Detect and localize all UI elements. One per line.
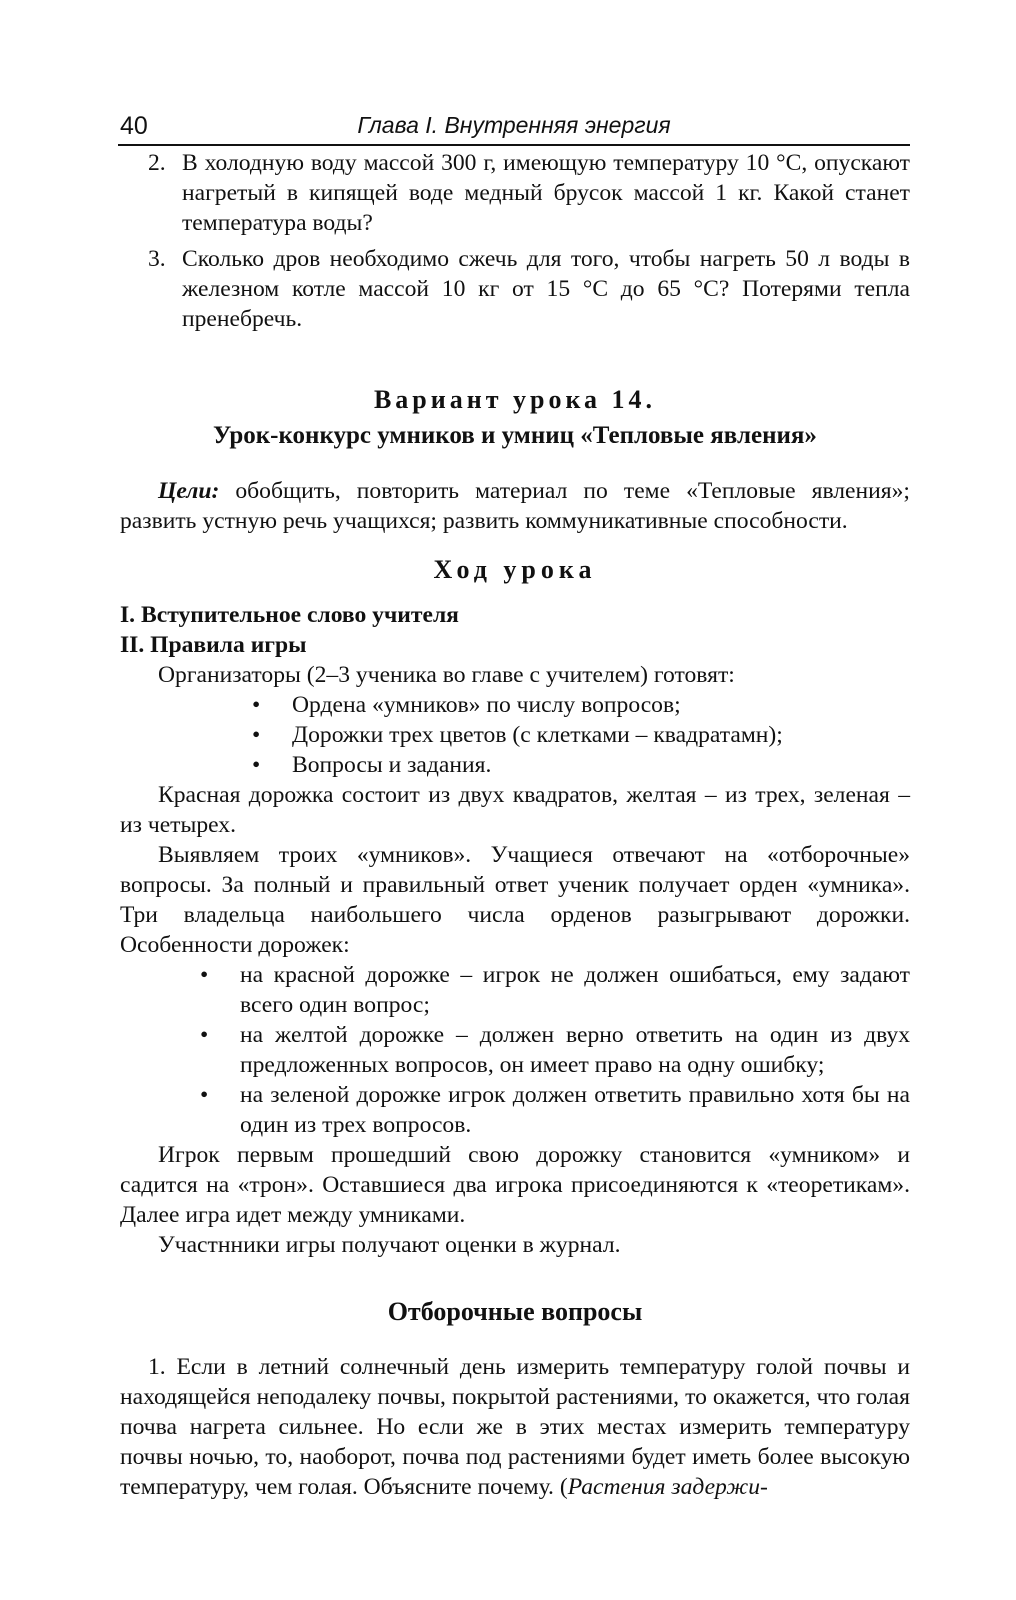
section-heading-intro: I. Вступительное слово учителя — [120, 602, 459, 628]
winner-paragraph: Игрок первым прошедший свою дорожку становится «умником» и садится на «трон». Оставшиеся два игрока присоединяются к «теоретикам». Далее игра идет между умниками. — [120, 1142, 910, 1228]
goals-text: обобщить, повторить материал по теме «Тепловые явления»; развить устную речь учащихся; развить коммуникативные способности. — [120, 478, 910, 534]
question-answer-italic: Растения задержи- — [567, 1474, 768, 1500]
list-item: • на красной дорожке – игрок не должен ошибаться, ему задают всего один вопрос; — [120, 960, 910, 1020]
question-text: 1. Если в летний солнечный день измерить температуру голой почвы и находящейся неподалеку почвы, покрытой растениями, то окажется, что голая почва нагрета сильнее. Но если же в этих местах измерить температуру почвы ночью, то, наоборот, почва под растениями будет иметь более высокую температуру, чем голая. Объясните почему. ( — [120, 1354, 910, 1500]
list-item: • Вопросы и задания. — [120, 750, 910, 780]
running-title: Глава I. Внутренняя энергия — [357, 112, 671, 138]
task-item — [120, 244, 910, 334]
grades-paragraph: Участнники игры получают оценки в журнал. — [158, 1232, 621, 1258]
task-text: Сколько дров необходимо сжечь для того, чтобы нагреть 50 л воды в железном котле массой 10 кг от 15 °С до 65 °С? Потерями тепла пренебречь. — [182, 246, 910, 332]
variant-subtitle: Урок-конкурс умников и умниц «Тепловые явления» — [213, 422, 817, 449]
task-number: 2. — [148, 150, 166, 176]
tracks-paragraph: Красная дорожка состоит из двух квадратов, желтая – из трех, зеленая – из четырех. — [120, 782, 910, 838]
goals-label: Цели: — [158, 478, 220, 504]
page-number: 40 — [120, 112, 148, 140]
list-item: • на зеленой дорожке игрок должен ответить правильно хотя бы на один из трех вопросов. — [120, 1080, 910, 1140]
task-text: В холодную воду массой 300 г, имеющую температуру 10 °С, опускают нагретый в кипящей воде медный брусок массой 1 кг. Какой станет температура воды? — [182, 150, 910, 236]
goals-paragraph — [120, 476, 910, 536]
course-heading: Ход урока — [433, 555, 597, 584]
organizers-paragraph: Организаторы (2–3 ученика во главе с учителем) готовят: — [158, 662, 735, 688]
page-content — [120, 148, 910, 1502]
list-item: • Ордена «умников» по числу вопросов; — [120, 690, 910, 720]
task-number: 3. — [148, 246, 166, 272]
prep-list — [120, 690, 910, 780]
task-item — [120, 148, 910, 238]
track-features-list — [120, 960, 910, 1140]
question-paragraph — [120, 1352, 910, 1502]
page-header — [118, 112, 910, 146]
list-item: • на желтой дорожке – должен верно ответить на один из двух предложенных вопросов, он имеет право на одну ошибку; — [120, 1020, 910, 1080]
selection-paragraph: Выявляем троих «умников». Учащиеся отвечают на «отборочные» вопросы. За полный и правильный ответ ученик получает орден «умника». Три владельца наибольшего числа орденов разыгрывают дорожки. Особенности дорожек: — [120, 842, 910, 958]
section-heading-rules: II. Правила игры — [120, 632, 307, 658]
variant-title: Вариант урока 14. — [373, 385, 657, 414]
list-item: • Дорожки трех цветов (с клетками – квадратамн); — [120, 720, 910, 750]
selection-questions-heading: Отборочные вопросы — [387, 1297, 643, 1326]
